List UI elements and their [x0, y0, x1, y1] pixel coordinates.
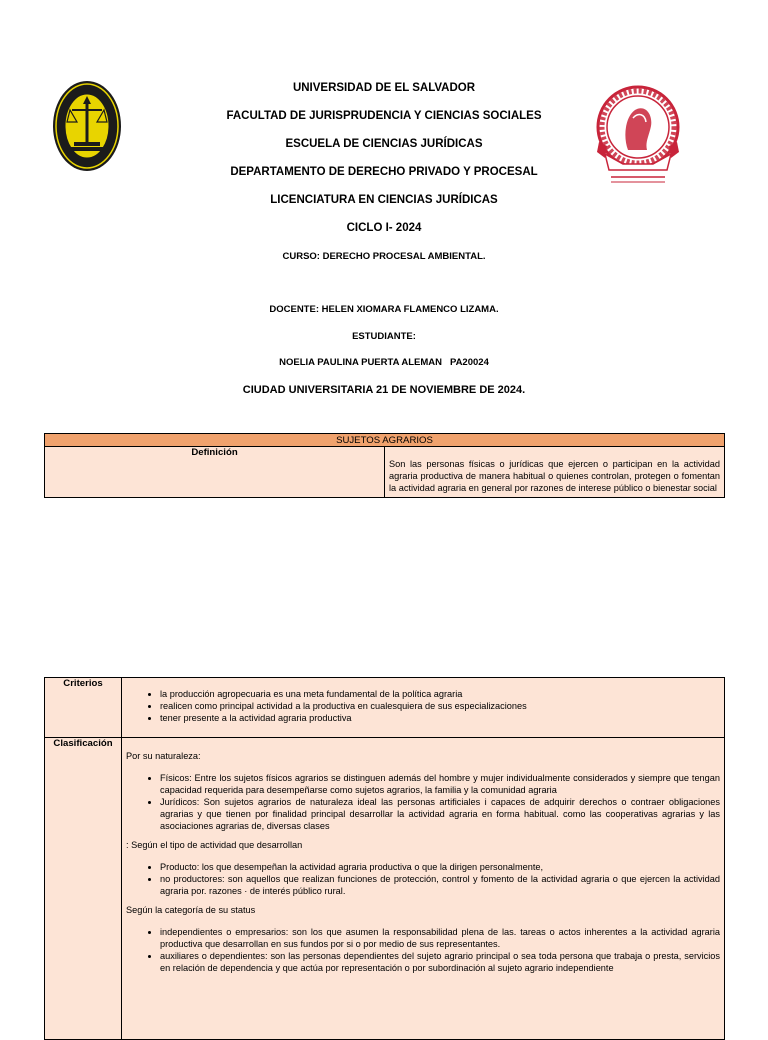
- group-heading: Según la categoría de su status: [126, 905, 256, 915]
- place-date: CIUDAD UNIVERSITARIA 21 DE NOVIEMBRE DE 2024.: [242, 384, 526, 396]
- department-name: DEPARTAMENTO DE DERECHO PRIVADO Y PROCESAL: [230, 166, 538, 178]
- classification-cell: [122, 738, 725, 1040]
- course: CURSO: DERECHO PROCESAL AMBIENTAL.: [282, 251, 486, 262]
- group-heading: : Según el tipo de actividad que desarrollan: [126, 840, 303, 850]
- group-heading: Por su naturaleza:: [126, 751, 201, 761]
- student-label: ESTUDIANTE:: [352, 331, 416, 342]
- university-seal-icon: [593, 82, 683, 192]
- list-item: • no productores: son aquellos que realizan funciones de protección, control y fomento de la actividad agraria o que ejercen la actividad agraria por. razones · de interés público rural.: [160, 873, 720, 897]
- cycle: CICLO I- 2024: [346, 222, 422, 234]
- list-item: • tener presente a la actividad agraria productiva: [160, 712, 720, 724]
- list-item: • Producto: los que desempeñan la actividad agraria productiva o que la dirigen personalmente,: [160, 861, 720, 873]
- list-item: • Físicos: Entre los sujetos físicos agrarios se distinguen además del hombre y mujer individualmente considerados y siempre que tengan capacidad requerida para desempeñarse como sujetos agrarios, la familia y la comunidad agraria: [160, 772, 720, 796]
- faculty-seal-icon: [52, 80, 122, 172]
- table-title: SUJETOS AGRARIOS: [45, 434, 725, 447]
- list-item: • independientes o empresarios: son los que asumen la responsabilidad plena de las. tareas o actos inherentes a la actividad agraria productiva que desarrollan en sus fundos por si o por medio de sus representantes.: [160, 926, 720, 950]
- list-item: • Jurídicos: Son sujetos agrarios de naturaleza ideal las personas artificiales i capaces de adquirir derechos o contraer obligaciones agrarias y que tienen por finalidad principal desarrollar la actividad agraria en forma habitual. como las cooperativas agrarias y las asociaciones agrarias de, diversas clases: [160, 796, 720, 832]
- status-list: [126, 926, 720, 974]
- criteria-cell: [122, 678, 725, 738]
- list-item: • la producción agropecuaria es una meta fundamental de la política agraria: [160, 688, 720, 700]
- school-name: ESCUELA DE CIENCIAS JURÍDICAS: [285, 138, 483, 150]
- degree-name: LICENCIATURA EN CIENCIAS JURÍDICAS: [270, 194, 498, 206]
- faculty-name: FACULTAD DE JURISPRUDENCIA Y CIENCIAS SOCIALES: [226, 110, 542, 122]
- criteria-list: [126, 688, 720, 724]
- list-item: • realicen como principal actividad a la productiva en cualesquiera de sus especializaciones: [160, 700, 720, 712]
- classification-label: Clasificación: [45, 738, 122, 1040]
- list-item: • auxiliares o dependientes: son las personas dependientes del sujeto agrario principal o sea toda persona que trabaja o presta, servicios en relación de dependencia y que actúa por representación o por subordinación al sujeto agrario independiente: [160, 950, 720, 974]
- subjects-definition-table: [44, 433, 725, 498]
- teacher: DOCENTE: HELEN XIOMARA FLAMENCO LIZAMA.: [269, 304, 499, 315]
- nature-list: [126, 772, 720, 832]
- activity-list: [126, 861, 720, 897]
- criteria-label: Criterios: [45, 678, 122, 738]
- student-name: NOELIA PAULINA PUERTA ALEMAN PA20024: [279, 357, 489, 368]
- university-name: UNIVERSIDAD DE EL SALVADOR: [292, 82, 476, 94]
- definition-label: Definición: [45, 447, 385, 498]
- definition-text: Son las personas físicas o jurídicas que ejercen o participan en la actividad agraria productiva de manera habitual o quienes controlan, protegen o fomentan la actividad agraria en general por razones de interese público o bienestar social: [385, 447, 725, 498]
- subjects-classification-table: [44, 677, 725, 1040]
